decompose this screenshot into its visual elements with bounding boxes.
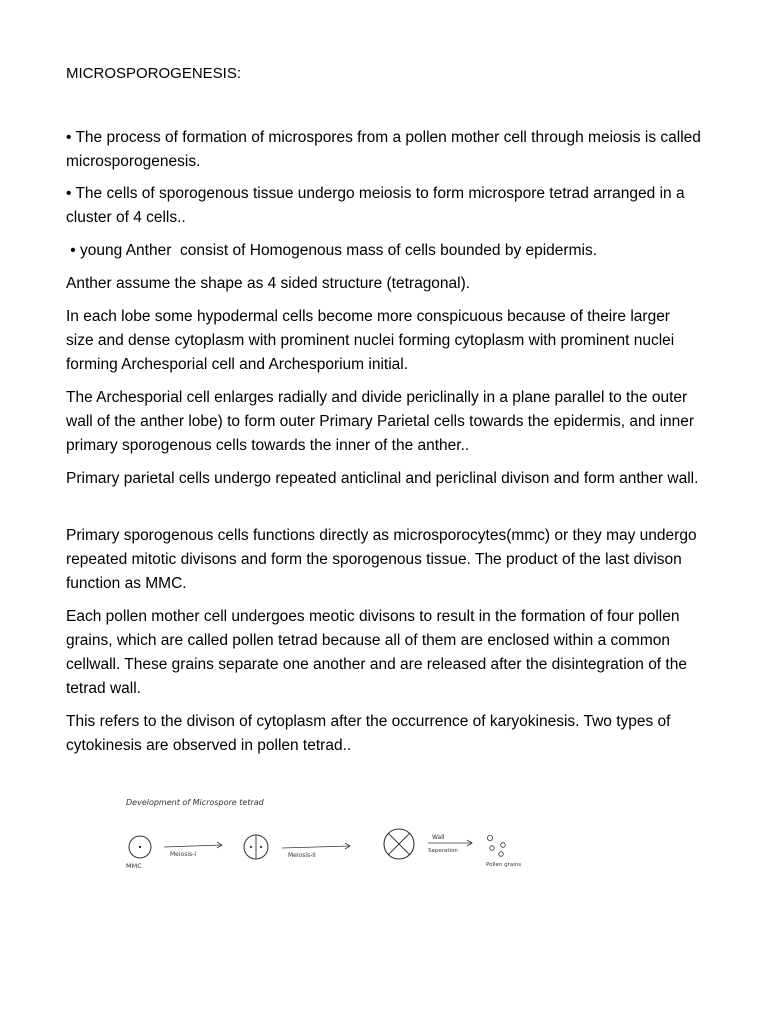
nucleus-dot: [250, 846, 252, 848]
arrow-3-label-top: Wall: [432, 834, 445, 841]
paragraph: Each pollen mother cell undergoes meotic divisons to result in the formation of four pollen grains, which are called pollen tetrad because all of them are enclosed within a common cellwall. These grains separate one another and are released after the disintegration of the tetrad wall.: [66, 608, 687, 697]
microspore-development-sketch: [110, 790, 550, 880]
paragraph: Primary parietal cells undergo repeated anticlinal and periclinal divison and form anther wall.: [66, 470, 699, 487]
pollen-grains-label: Pollen grains: [486, 862, 522, 868]
pollen-grain: [490, 846, 495, 851]
paragraph: • young Anther consist of Homogenous mass of cells bounded by epidermis.: [66, 242, 597, 259]
paragraph: The Archesporial cell enlarges radially and divide periclinally in a plane parallel to the outer wall of the anther lobe) to form outer Primary Parietal cells towards the epidermis, and inner primary sporogenous cells towards the inner of the anther..: [66, 389, 695, 454]
pollen-grain: [487, 835, 492, 840]
arrow-1: [164, 845, 222, 847]
nucleus-dot: [139, 846, 141, 848]
arrow-3-label-bottom: Seperation: [428, 848, 458, 854]
pollen-grain: [499, 852, 504, 857]
paragraph: • The process of formation of microspores from a pollen mother cell through meiosis is called microsporogenesis.: [66, 129, 701, 170]
arrow-2-label: Meiosis-II: [288, 852, 316, 859]
nucleus-dot: [260, 846, 262, 848]
arrow-2: [282, 846, 350, 848]
mmc-label: MMC: [126, 862, 142, 870]
paragraph: This refers to the divison of cytoplasm after the occurrence of karyokinesis. Two types of cytokinesis are observed in pollen tetrad..: [66, 713, 671, 754]
pollen-grain: [501, 843, 506, 848]
paragraph: Anther assume the shape as 4 sided structure (tetragonal).: [66, 275, 471, 292]
paragraph: Primary sporogenous cells functions directly as microsporocytes(mmc) or they may undergo repeated mitotic divisons and form the sporogenous tissue. The product of the last divison function as MMC.: [66, 527, 697, 592]
page-title: MICROSPOROGENESIS:: [66, 65, 242, 82]
paragraph: • The cells of sporogenous tissue undergo meiosis to form microspore tetrad arranged in a cluster of 4 cells..: [66, 185, 685, 226]
paragraph: In each lobe some hypodermal cells become more conspicuous because of theire larger size and dense cytoplasm with prominent nuclei forming cytoplasm with prominent nuclei forming Archesporial cell and Archesporium initial.: [66, 308, 675, 373]
arrow-1-label: Meiosis-I: [170, 851, 197, 858]
sketch-title: Development of Microspore tetrad: [126, 798, 264, 807]
